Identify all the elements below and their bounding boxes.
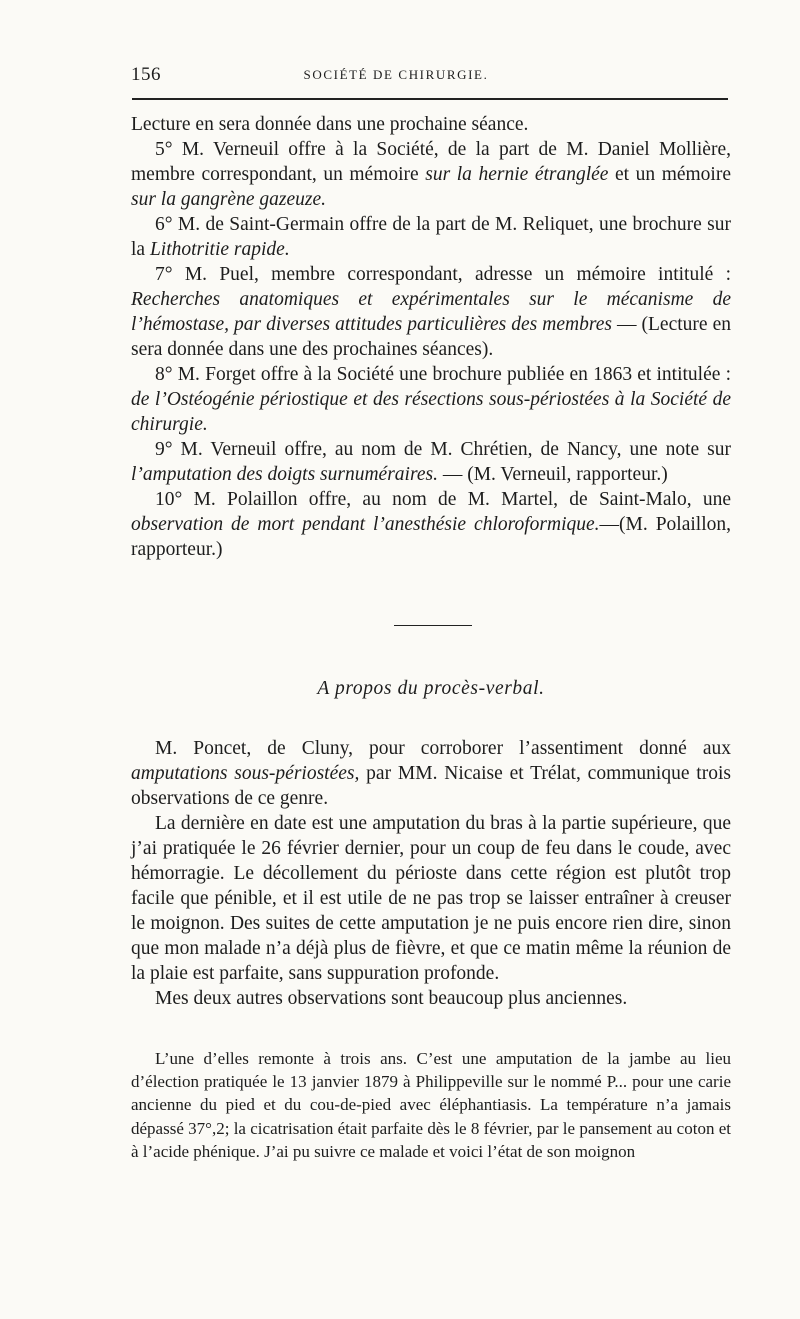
running-title: SOCIÉTÉ DE CHIRURGIE. bbox=[303, 67, 489, 82]
header-rule bbox=[132, 98, 728, 100]
section-separator bbox=[394, 625, 472, 626]
page-number: 156 bbox=[131, 64, 161, 85]
paragraph: La dernière en date est une amputation du bras à la partie supérieure, que j’ai pratiquée le 26 février dernier, pour un coup de feu dans le coude, avec hémorragie. Le décollement du périoste dans cette région est plutôt trop facile que pénible, et il est utile de ne pas trop se laisser entraîner à creuser le moignon. Des suites de cette amputation je ne puis encore rien dire, sinon que mon malade n’a déjà plus de fièvre, et que ce matin même la réunion de la plaie est parfaite, sans suppuration profonde. bbox=[131, 813, 731, 984]
paragraph: L’une d’elles remonte à trois ans. C’est une amputation de la jambe au lieu d’élection pratiquée le 13 janvier 1879 à Philippeville sur le nommé P... pour une carie ancienne du pied et du cou-de-pied avec éléphantiasis. La température n’a jamais dépassé 37°,2; la cicatrisation était parfaite dès le 8 février, par le pansement au coton et à l’acide phénique. J’ai pu suivre ce malade et voici l’état de son moignon bbox=[131, 1049, 731, 1161]
announcements-text bbox=[131, 112, 731, 562]
page-header bbox=[131, 64, 731, 90]
small-print-observation bbox=[131, 1047, 731, 1163]
paragraph: 5° M. Verneuil offre à la Société, de la part de M. Daniel Mollière, membre correspondant, un mémoire sur la hernie étranglée et un mémoire sur la gangrène gazeuze. bbox=[131, 139, 732, 210]
paragraph: 7° M. Puel, membre correspondant, adresse un mémoire intitulé : Recherches anatomiques et expérimentales sur le mécanisme de l’hémostase, par diverses attitudes particulières des membres — (Lecture en sera donnée dans une des prochaines séances). bbox=[131, 264, 731, 360]
section-title: A propos du procès-verbal. bbox=[317, 678, 545, 699]
paragraph: Mes deux autres observations sont beaucoup plus anciennes. bbox=[155, 988, 628, 1009]
paragraph: 9° M. Verneuil offre, au nom de M. Chrétien, de Nancy, une note sur l’amputation des doigts surnuméraires. — (M. Verneuil, rapporteur.) bbox=[131, 439, 731, 485]
paragraph: Lecture en sera donnée dans une prochaine séance. bbox=[131, 114, 529, 135]
proces-verbal-text bbox=[131, 736, 731, 1011]
paragraph: 6° M. de Saint-Germain offre de la part de M. Reliquet, une brochure sur la Lithotritie rapide. bbox=[131, 214, 731, 260]
paragraph: 8° M. Forget offre à la Société une brochure publiée en 1863 et intitulée : de l’Ostéogénie périostique et des résections sous-périostées à la Société de chirurgie. bbox=[131, 364, 731, 435]
paragraph: M. Poncet, de Cluny, pour corroborer l’assentiment donné aux amputations sous-périostées, par MM. Nicaise et Trélat, communique trois observations de ce genre. bbox=[131, 738, 731, 809]
paragraph: 10° M. Polaillon offre, au nom de M. Martel, de Saint-Malo, une observation de mort pendant l’anesthésie chloroformique.—(M. Polaillon, rapporteur.) bbox=[131, 489, 731, 560]
